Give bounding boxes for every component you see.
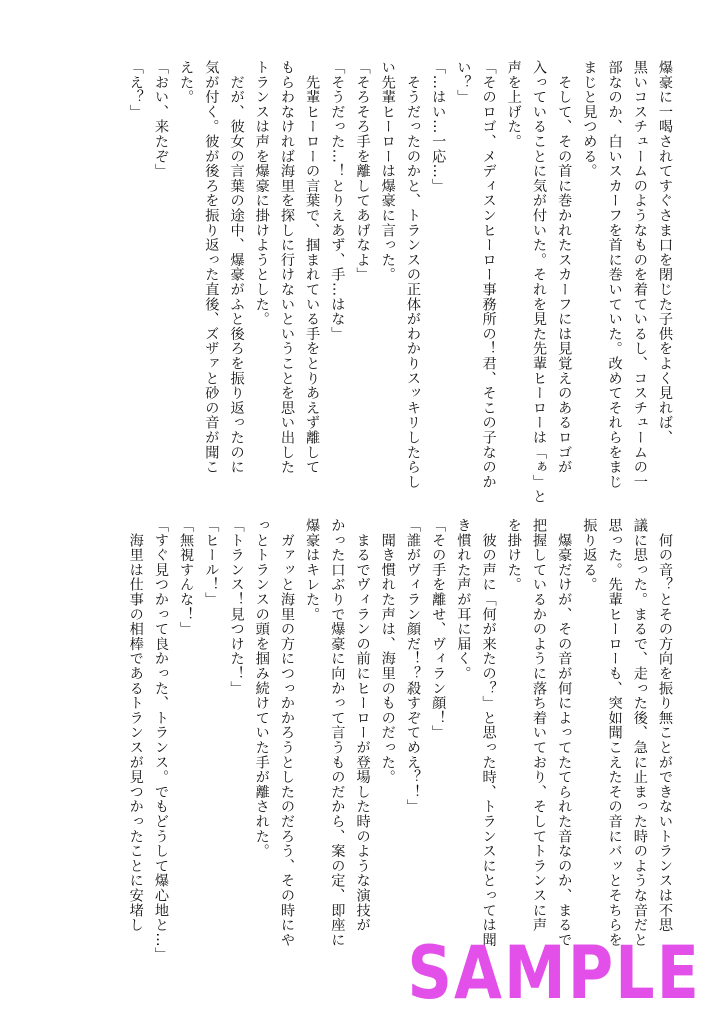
top-text-line: 爆豪に一喝されてすぐさま口を閉じた子供をよく見れば、 bbox=[657, 60, 673, 445]
bottom-text-line: 「トランス！見つけた！」 bbox=[228, 518, 245, 696]
sample-watermark: SAMPLE bbox=[407, 929, 701, 1016]
top-text-line: 気が付く。彼が後ろを振り返った直後、ズザァと砂の音が聞こ bbox=[203, 60, 220, 475]
bottom-text-line: 「誰がヴィラン顔だ！？殺すぞてめえ？！」 bbox=[404, 518, 421, 814]
top-text-line: 先輩ヒーローの言葉で、掴まれている手をとりあえず離して bbox=[304, 60, 321, 475]
top-text-line: そうだったのかと、トランスの正体がわかりスッキリしたらし bbox=[404, 60, 421, 490]
bottom-text-line: 何の音？とその方向を振り無ことができないトランスは不思 bbox=[657, 518, 673, 933]
bottom-text-line: 「無視すんな！」 bbox=[178, 518, 195, 637]
top-text-line: だが、彼女の言葉の途中、爆豪がふと後ろを振り返ったのに bbox=[228, 60, 245, 475]
top-text-line: い先輩ヒーローは爆豪に言った。 bbox=[379, 60, 396, 282]
bottom-text-line: を掛けた。 bbox=[505, 518, 522, 592]
top-text-line: 「そうだった…！とりえあず、手…はな」 bbox=[329, 60, 346, 342]
top-text-line: 声を上げた。 bbox=[505, 60, 522, 149]
top-text-section bbox=[123, 60, 677, 504]
bottom-text-line: っとトランスの頭を掴み続けていた手が離された。 bbox=[253, 518, 270, 859]
top-text-line: そして、その首に巻かれたスカーフには見覚えのあるロゴが bbox=[556, 60, 573, 475]
bottom-text-line: 聞き慣れた声は、海里のものだった。 bbox=[379, 518, 396, 785]
top-text-line: 部なのか、白いスカーフを首に巻いていた。改めてそれらをまじ bbox=[606, 60, 623, 490]
bottom-text-line: 思った。先輩ヒーローも、突如聞こえたその音にバッとそちらを bbox=[606, 518, 623, 948]
top-text-line: トランスは声を爆豪に掛けようとした。 bbox=[253, 60, 270, 327]
bottom-text-line: かった口ぶりで爆豪に向かって言うものだから、案の定、即座に bbox=[329, 518, 346, 948]
bottom-text-line: まるでヴィランの前にヒーローが登場した時のような演技が bbox=[354, 518, 371, 933]
top-text-line: い？」 bbox=[455, 60, 472, 105]
bottom-text-line: 海里は仕事の相棒であるトランスが見つかったことに安堵し bbox=[127, 518, 144, 933]
bottom-text-line: 把握しているかのように落ち着いており、そしてトランスに声 bbox=[530, 518, 547, 933]
top-text-line: 「そのロゴ、メディスンヒーロー事務所の！君、そこの子なのか bbox=[480, 60, 497, 490]
top-text-line: 「…はい…一応…」 bbox=[430, 60, 447, 194]
top-text-line: 黒いコスチュームのようなものを着ているし、コスチュームの一 bbox=[631, 60, 648, 490]
bottom-text-line: 「その手を離せ、ヴィラン顔！」 bbox=[430, 518, 447, 740]
bottom-text-section bbox=[123, 518, 677, 962]
top-text-line: 入っていることに気が付いた。それを見た先輩ヒーローは「ぁ」と bbox=[530, 60, 547, 504]
bottom-text-line: 議に思った。まるで、走った後、急に止まった時のような音だと bbox=[631, 518, 648, 948]
bottom-text-line: 爆豪はキレた。 bbox=[304, 518, 321, 622]
top-text-line: もらわなければ海里を探しに行けないということを思い出した bbox=[278, 60, 295, 475]
bottom-text-line: 「ヒール！」 bbox=[203, 518, 220, 607]
bottom-text-line: ガァッと海里の方につっかかろうとしたのだろう、その時にや bbox=[278, 518, 295, 948]
top-text-line: えた。 bbox=[178, 60, 195, 105]
bottom-text-line: き慣れた声が耳に届く。 bbox=[455, 518, 472, 681]
bottom-text-line: 爆豪だけが、その音が何によってたてられた音なのか、まるで bbox=[556, 518, 573, 948]
top-text-line: 「え？」 bbox=[127, 60, 144, 120]
bottom-text-line: 彼の声に「何が来たの？」と思った時、トランスにとっては聞 bbox=[480, 518, 497, 948]
top-text-line: 「おい、来たぞ」 bbox=[152, 60, 169, 179]
top-text-line: まじと見つめる。 bbox=[581, 60, 598, 179]
bottom-text-line: 振り返る。 bbox=[581, 518, 598, 592]
bottom-text-line: 「すぐ見つかって良かった、トランス。でもどうして爆心地と…」 bbox=[152, 518, 169, 962]
top-text-line: 「そろそろ手を離してあげなよ」 bbox=[354, 60, 371, 282]
